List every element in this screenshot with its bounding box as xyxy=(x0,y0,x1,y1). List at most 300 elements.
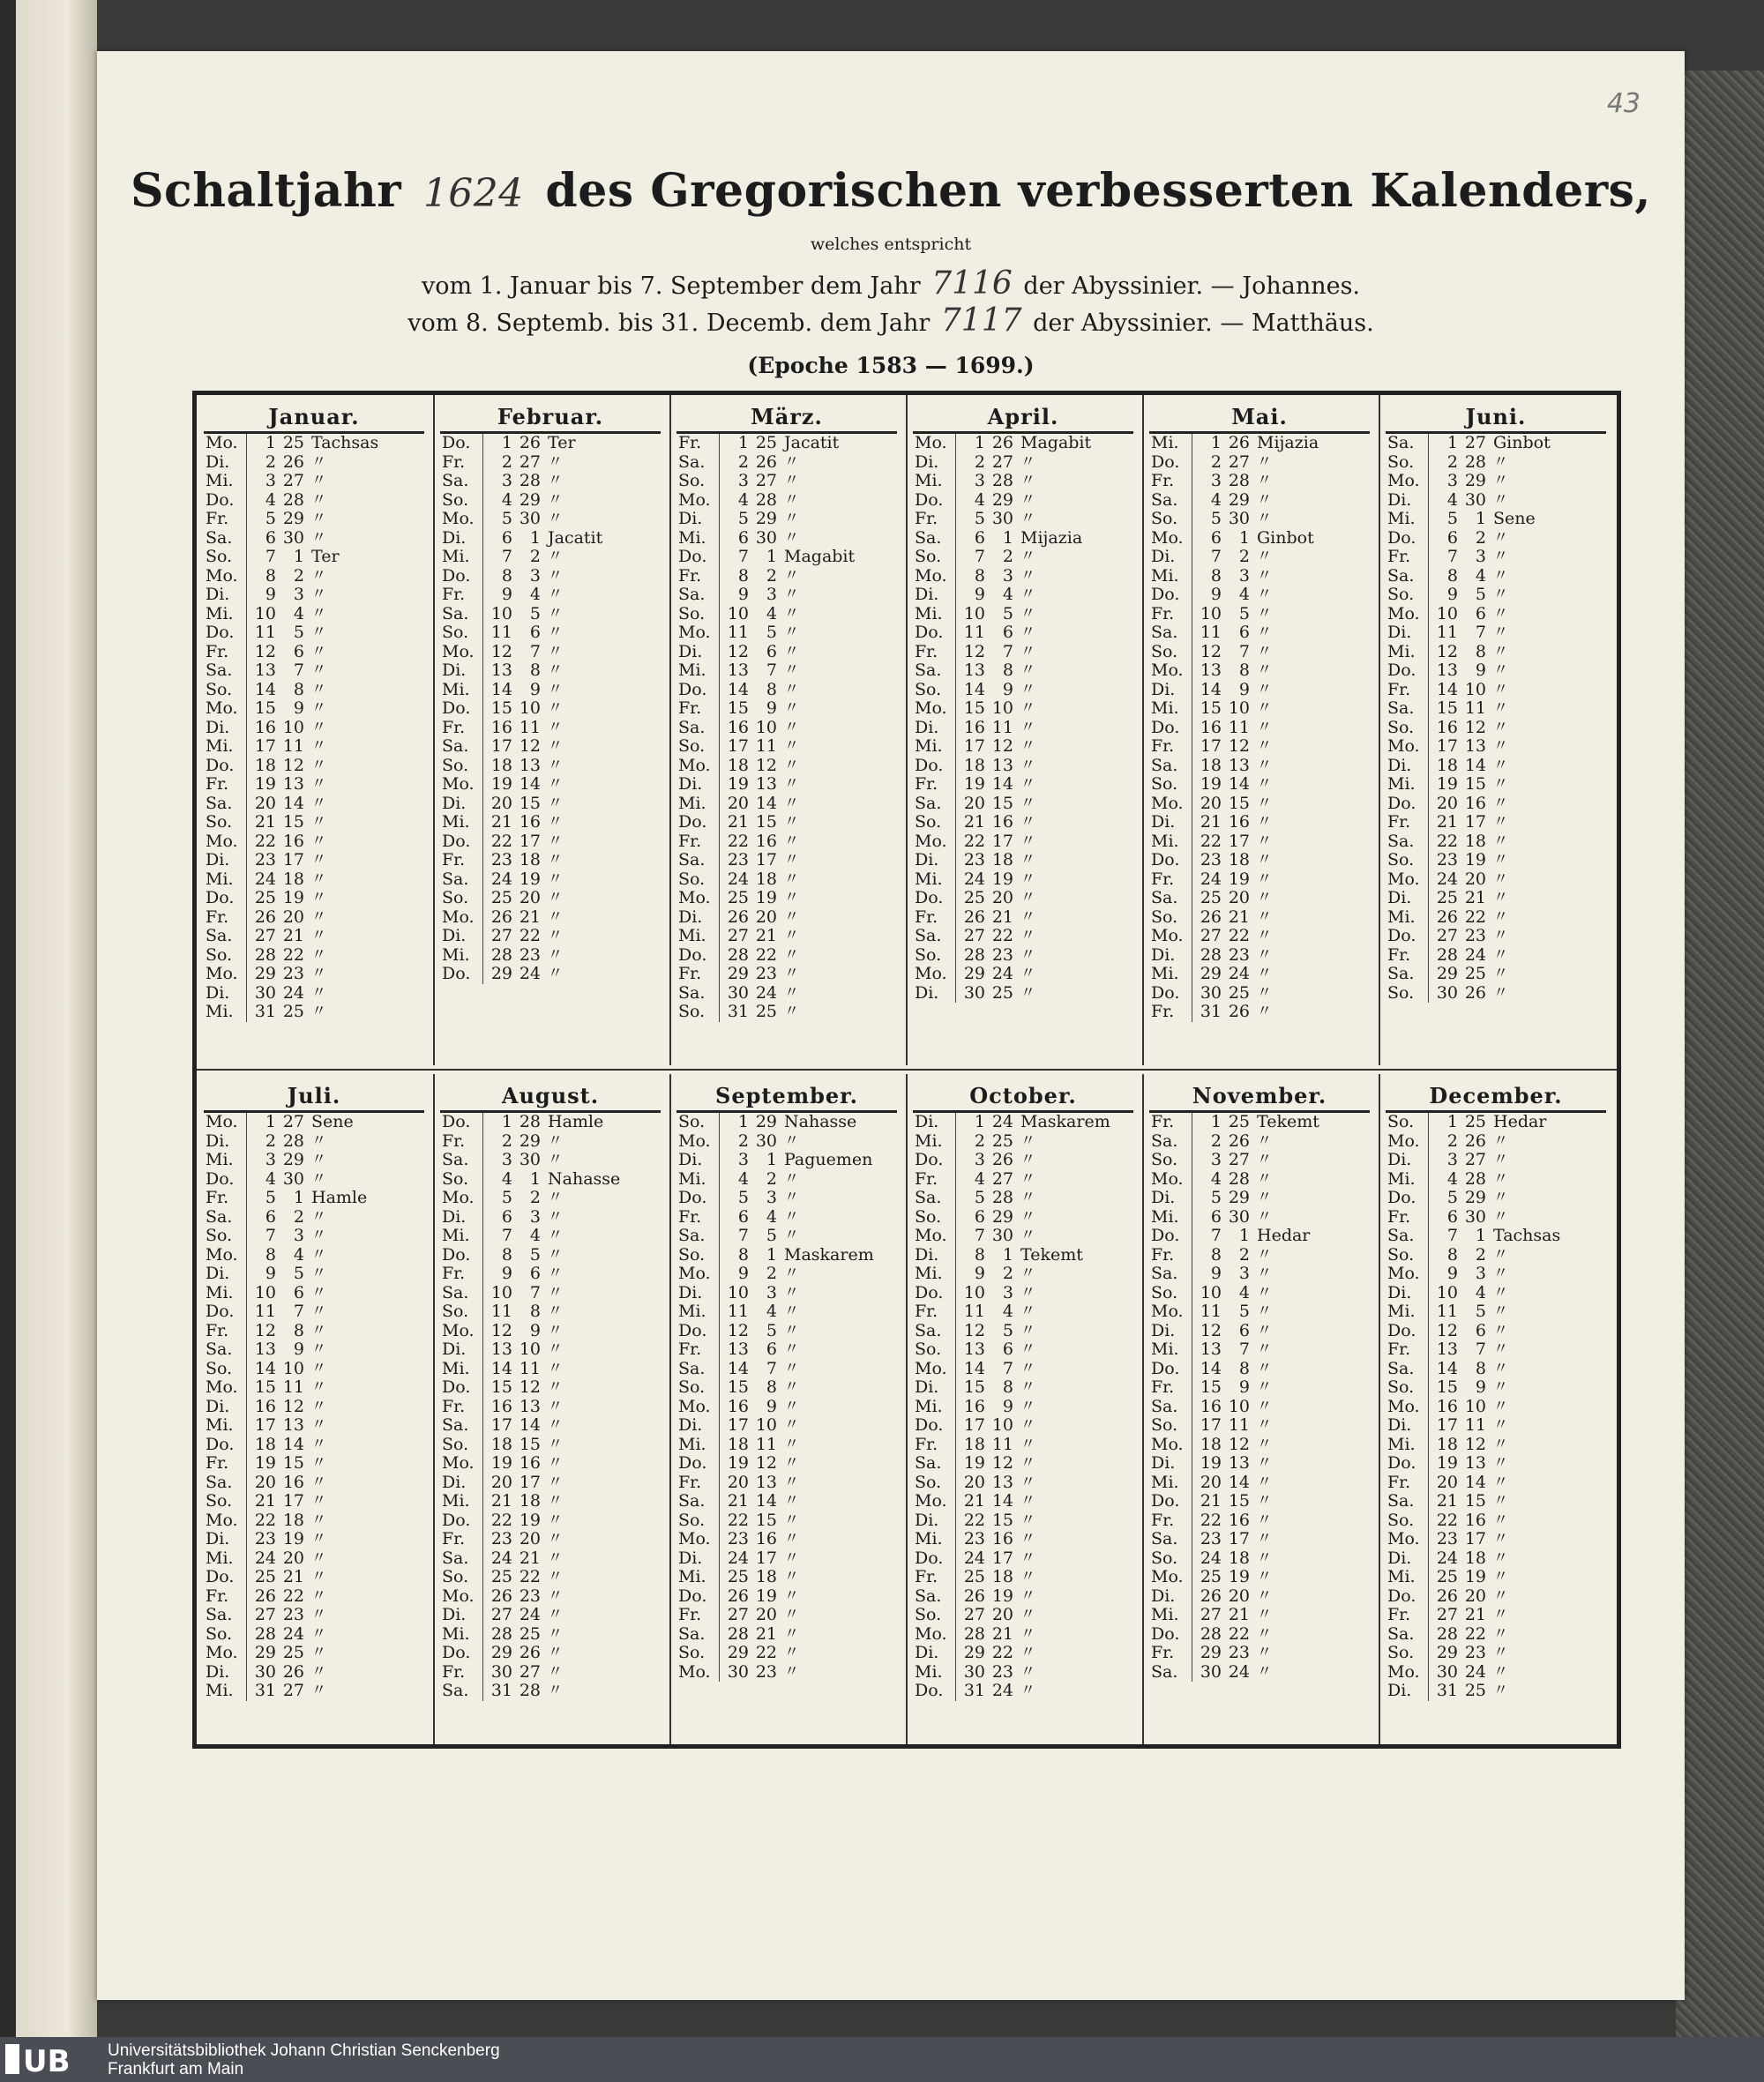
ditto-mark: 〃 xyxy=(311,965,326,982)
gregorian-day: 8 xyxy=(1210,565,1222,586)
ethiopic-day: 1 xyxy=(529,1168,541,1189)
ethiopic-day: 3 xyxy=(1002,565,1013,586)
ditto-mark: 〃 xyxy=(784,983,799,1002)
weekday: Mo. xyxy=(206,1510,238,1530)
gregorian-day: 28 xyxy=(1436,944,1458,965)
gregorian-day: 7 xyxy=(737,1226,749,1245)
ethiopic-day: 2 xyxy=(529,547,541,566)
gregorian-day: 17 xyxy=(963,736,985,756)
weekday: Mi. xyxy=(206,1681,234,1700)
ditto-mark: 〃 xyxy=(1493,1265,1508,1282)
day-row xyxy=(437,1416,664,1436)
day-row xyxy=(437,453,664,473)
day-row xyxy=(1382,1189,1610,1208)
gregorian-day: 26 xyxy=(254,1586,276,1606)
ethiopic-day: 14 xyxy=(991,774,1013,794)
gregorian-day: 2 xyxy=(1210,451,1222,472)
gregorian-day: 21 xyxy=(254,812,276,832)
day-row xyxy=(437,1302,664,1322)
gregorian-day: 1 xyxy=(265,433,276,452)
day-row xyxy=(673,775,901,795)
ditto-mark: 〃 xyxy=(311,490,326,509)
weekday: Mi. xyxy=(206,1150,234,1169)
ethiopic-day: 5 xyxy=(1002,1320,1013,1340)
day-row xyxy=(1382,1625,1610,1645)
gregorian-day: 24 xyxy=(727,1548,749,1568)
ditto-mark: 〃 xyxy=(784,1624,799,1643)
gregorian-day: 1 xyxy=(737,433,749,452)
ethiopic-day: 5 xyxy=(293,623,304,642)
ditto-mark: 〃 xyxy=(1257,699,1272,717)
ethiopic-day: 25 xyxy=(282,1002,304,1021)
gregorian-day: 11 xyxy=(963,623,985,642)
weekday: Di. xyxy=(442,1605,467,1624)
day-row xyxy=(909,1682,1137,1701)
ethiopic-day: 23 xyxy=(1464,926,1486,945)
weekday: So. xyxy=(206,812,233,832)
day-row xyxy=(200,795,428,814)
month-6 xyxy=(1382,400,1610,1003)
ethiopic-day: 23 xyxy=(1228,1643,1250,1662)
day-row xyxy=(909,453,1137,473)
ditto-mark: 〃 xyxy=(1257,869,1272,888)
gregorian-day: 20 xyxy=(727,793,749,813)
day-row xyxy=(437,1644,664,1663)
gregorian-day: 30 xyxy=(254,982,276,1003)
ethiopic-day: 24 xyxy=(1228,1661,1250,1682)
day-row xyxy=(437,737,664,757)
ethiopic-day: 20 xyxy=(282,907,304,927)
day-row xyxy=(1382,737,1610,757)
day-row xyxy=(437,623,664,643)
gregorian-day: 26 xyxy=(1200,907,1222,927)
ditto-mark: 〃 xyxy=(1493,1302,1508,1320)
gregorian-day: 13 xyxy=(727,1339,749,1359)
gregorian-day: 14 xyxy=(963,679,985,699)
gregorian-day: 18 xyxy=(1436,1434,1458,1454)
weekday: So. xyxy=(1151,774,1178,794)
ditto-mark: 〃 xyxy=(311,661,326,679)
weekday: Di. xyxy=(1151,679,1176,699)
day-row xyxy=(673,1208,901,1228)
weekday: Sa. xyxy=(1151,755,1178,775)
weekday: Sa. xyxy=(1387,565,1415,586)
ditto-mark: 〃 xyxy=(1020,1151,1035,1168)
weekday: Mi. xyxy=(678,1168,706,1189)
ethiopic-day: 15 xyxy=(282,1453,304,1473)
weekday: Mo. xyxy=(915,1226,947,1245)
gregorian-day: 13 xyxy=(1200,660,1222,680)
gregorian-day: 24 xyxy=(1200,1548,1222,1568)
day-row xyxy=(1382,1511,1610,1531)
ditto-mark: 〃 xyxy=(784,794,799,812)
day-row xyxy=(200,1436,428,1455)
calendar-page xyxy=(97,51,1685,2000)
page-number: 43 xyxy=(1606,88,1641,119)
ethiopic-day: 12 xyxy=(755,755,777,775)
day-row xyxy=(1146,529,1373,548)
ditto-mark: 〃 xyxy=(548,1207,563,1226)
gregorian-day: 20 xyxy=(727,1472,749,1492)
day-row xyxy=(1146,1003,1373,1022)
day-row xyxy=(437,681,664,700)
ditto-mark: 〃 xyxy=(784,623,799,641)
weekday: So. xyxy=(1151,641,1178,661)
gregorian-day: 23 xyxy=(963,1529,985,1548)
ethiopic-day: 23 xyxy=(755,964,777,983)
day-row xyxy=(1146,1436,1373,1455)
weekday: Fr. xyxy=(1151,1510,1175,1530)
gregorian-day: 4 xyxy=(265,489,276,510)
weekday: Do. xyxy=(1387,660,1416,680)
day-row xyxy=(1382,1568,1610,1587)
ditto-mark: 〃 xyxy=(1020,907,1035,926)
weekday: Do. xyxy=(1151,585,1180,604)
title-prefix: Schaltjahr xyxy=(131,164,402,218)
ditto-mark: 〃 xyxy=(548,1586,563,1605)
gregorian-day: 27 xyxy=(254,1605,276,1624)
ditto-mark: 〃 xyxy=(1020,869,1035,888)
gregorian-day: 21 xyxy=(254,1491,276,1511)
ethiopic-day: 26 xyxy=(282,451,304,472)
ethiopic-day: 29 xyxy=(755,1112,777,1131)
weekday: Do. xyxy=(206,755,235,775)
ethiopic-day: 27 xyxy=(1228,1150,1250,1169)
ethiopic-day: 18 xyxy=(755,1567,777,1586)
ethiopic-day: 15 xyxy=(1464,774,1486,794)
ethiopic-month-name: Tekemt xyxy=(1257,1112,1319,1131)
ethiopic-day: 14 xyxy=(755,793,777,813)
ditto-mark: 〃 xyxy=(548,1454,563,1472)
day-row xyxy=(200,1284,428,1303)
weekday: So. xyxy=(206,944,233,965)
ditto-mark: 〃 xyxy=(548,945,563,964)
range-line-1-suffix: der Abyssinier. — Johannes. xyxy=(1023,272,1361,300)
ethiopic-day: 6 xyxy=(1002,1339,1013,1359)
ditto-mark: 〃 xyxy=(1257,1530,1272,1548)
weekday: Mo. xyxy=(442,509,475,528)
ditto-mark: 〃 xyxy=(548,1378,563,1396)
day-row xyxy=(1146,1360,1373,1379)
column-divider xyxy=(1379,395,1380,1065)
gregorian-day: 12 xyxy=(963,1320,985,1340)
gregorian-day: 5 xyxy=(501,509,512,528)
weekday: Di. xyxy=(1387,489,1412,510)
ditto-mark: 〃 xyxy=(548,604,563,623)
day-row xyxy=(200,813,428,832)
weekday: Mo. xyxy=(206,1112,238,1131)
weekday: Do. xyxy=(915,1150,944,1169)
ethiopic-day: 11 xyxy=(1228,1415,1250,1435)
weekday: Do. xyxy=(1387,527,1416,548)
ditto-mark: 〃 xyxy=(311,756,326,774)
weekday: Di. xyxy=(915,982,939,1003)
ethiopic-day: 19 xyxy=(519,869,541,889)
weekday: Fr. xyxy=(1387,1472,1411,1492)
weekday: Mi. xyxy=(1387,641,1416,661)
ditto-mark: 〃 xyxy=(1257,1151,1272,1168)
gregorian-day: 16 xyxy=(490,1396,512,1416)
footer-line-1: Universitätsbibliothek Johann Christian Senckenberg xyxy=(108,2041,500,2060)
weekday: Mi. xyxy=(1387,1168,1416,1189)
weekday: Fr. xyxy=(1387,547,1411,566)
ditto-mark: 〃 xyxy=(311,1435,326,1453)
weekday: Mi. xyxy=(1387,509,1416,528)
ditto-mark: 〃 xyxy=(1493,1682,1508,1699)
ethiopic-day: 19 xyxy=(1464,850,1486,869)
gregorian-day: 6 xyxy=(265,527,276,548)
weekday: Do. xyxy=(915,1548,944,1568)
ethiopic-day: 8 xyxy=(529,660,541,680)
ditto-mark: 〃 xyxy=(548,1416,563,1434)
ethiopic-day: 18 xyxy=(1228,850,1250,869)
weekday: Mi. xyxy=(442,1491,470,1511)
ditto-mark: 〃 xyxy=(784,1283,799,1302)
ethiopic-day: 17 xyxy=(991,1548,1013,1568)
gregorian-day: 3 xyxy=(974,1150,985,1169)
weekday: Di. xyxy=(1387,755,1412,775)
ditto-mark: 〃 xyxy=(1493,1169,1508,1188)
weekday: Mi. xyxy=(442,679,470,699)
ditto-mark: 〃 xyxy=(1020,756,1035,774)
gregorian-day: 11 xyxy=(727,1302,749,1321)
month-name: Mai. xyxy=(1149,400,1370,434)
ethiopic-day: 26 xyxy=(755,451,777,472)
ditto-mark: 〃 xyxy=(548,907,563,926)
ethiopic-day: 21 xyxy=(1464,888,1486,907)
gregorian-day: 3 xyxy=(501,471,512,490)
ethiopic-day: 1 xyxy=(1238,1226,1250,1245)
weekday: Mi. xyxy=(206,1415,234,1435)
ditto-mark: 〃 xyxy=(311,566,326,585)
ditto-mark: 〃 xyxy=(1020,1283,1035,1302)
day-row xyxy=(909,1322,1137,1341)
weekday: Do. xyxy=(442,433,471,452)
ditto-mark: 〃 xyxy=(1020,586,1035,603)
ditto-mark: 〃 xyxy=(1493,1378,1508,1396)
ethiopic-day: 13 xyxy=(282,1415,304,1435)
day-row xyxy=(673,946,901,966)
weekday: Di. xyxy=(206,717,230,737)
gregorian-day: 10 xyxy=(254,1282,276,1302)
weekday: Do. xyxy=(442,1244,471,1265)
ethiopic-day: 9 xyxy=(529,679,541,699)
ditto-mark: 〃 xyxy=(1020,1227,1035,1244)
ethiopic-day: 4 xyxy=(293,603,304,623)
ethiopic-day: 18 xyxy=(282,869,304,889)
gregorian-day: 10 xyxy=(727,603,749,623)
weekday: Mo. xyxy=(1151,1302,1184,1321)
weekday: Di. xyxy=(206,982,230,1003)
gregorian-day: 19 xyxy=(1200,774,1222,794)
ditto-mark: 〃 xyxy=(311,869,326,888)
ethiopic-day: 21 xyxy=(755,1623,777,1644)
ditto-mark: 〃 xyxy=(311,1644,326,1661)
range-line-1-year: 7116 xyxy=(931,265,1013,302)
weekday: Di. xyxy=(915,1377,939,1397)
ditto-mark: 〃 xyxy=(784,945,799,964)
day-row xyxy=(909,1492,1137,1511)
ditto-mark: 〃 xyxy=(311,586,326,603)
ethiopic-day: 9 xyxy=(1475,1377,1486,1397)
weekday: Fr. xyxy=(1151,471,1175,490)
gregorian-day: 24 xyxy=(1436,869,1458,889)
ethiopic-day: 23 xyxy=(282,1605,304,1624)
weekday: Di. xyxy=(678,1282,703,1302)
ditto-mark: 〃 xyxy=(784,718,799,736)
ethiopic-day: 24 xyxy=(1464,1661,1486,1682)
ethiopic-day: 13 xyxy=(1464,1453,1486,1473)
weekday: Di. xyxy=(1151,1320,1176,1340)
ethiopic-day: 13 xyxy=(755,774,777,794)
day-row xyxy=(200,1322,428,1341)
weekday: So. xyxy=(442,1168,469,1189)
gregorian-day: 31 xyxy=(963,1681,985,1700)
day-row xyxy=(673,699,901,719)
weekday: Do. xyxy=(678,1320,707,1340)
gregorian-day: 17 xyxy=(963,1415,985,1435)
day-row xyxy=(200,567,428,586)
ditto-mark: 〃 xyxy=(1257,548,1272,565)
gregorian-day: 21 xyxy=(1436,812,1458,832)
gregorian-day: 11 xyxy=(254,1302,276,1321)
gregorian-day: 21 xyxy=(963,812,985,832)
ethiopic-day: 17 xyxy=(282,1491,304,1511)
weekday: Di. xyxy=(1151,812,1176,832)
day-row xyxy=(1382,529,1610,548)
weekday: Di. xyxy=(1151,547,1176,566)
weekday: So. xyxy=(1151,1150,1178,1169)
day-row xyxy=(1382,1398,1610,1417)
ditto-mark: 〃 xyxy=(311,1227,326,1244)
day-row xyxy=(1146,1606,1373,1625)
ethiopic-day: 16 xyxy=(282,831,304,851)
ditto-mark: 〃 xyxy=(548,680,563,698)
ditto-mark: 〃 xyxy=(1257,680,1272,698)
ethiopic-day: 4 xyxy=(766,1302,777,1321)
weekday: Fr. xyxy=(1151,1002,1175,1021)
month-name: April. xyxy=(913,400,1133,434)
weekday: Mi. xyxy=(442,1623,470,1644)
weekday: Sa. xyxy=(442,1681,469,1700)
weekday: Sa. xyxy=(678,982,706,1003)
ditto-mark: 〃 xyxy=(548,1340,563,1358)
ditto-mark: 〃 xyxy=(1020,1416,1035,1434)
ditto-mark: 〃 xyxy=(548,623,563,641)
gregorian-day: 16 xyxy=(727,717,749,737)
day-row xyxy=(673,870,901,890)
day-row xyxy=(673,1246,901,1265)
day-row xyxy=(437,1113,664,1132)
ethiopic-day: 4 xyxy=(766,1206,777,1227)
weekday: Do. xyxy=(915,1282,944,1302)
gregorian-day: 19 xyxy=(963,774,985,794)
ditto-mark: 〃 xyxy=(311,623,326,641)
ethiopic-day: 19 xyxy=(282,888,304,907)
gregorian-day: 19 xyxy=(727,1453,749,1473)
ditto-mark: 〃 xyxy=(1020,1169,1035,1188)
weekday: Mo. xyxy=(206,1377,238,1397)
gregorian-day: 11 xyxy=(490,1302,512,1321)
ethiopic-day: 6 xyxy=(1475,1320,1486,1340)
weekday: Di. xyxy=(678,641,703,661)
ditto-mark: 〃 xyxy=(1257,1378,1272,1396)
ethiopic-day: 6 xyxy=(293,641,304,661)
weekday: Fr. xyxy=(442,717,466,737)
ethiopic-day: 8 xyxy=(1475,1358,1486,1378)
weekday: So. xyxy=(1387,982,1415,1003)
gregorian-day: 5 xyxy=(1446,509,1458,528)
ethiopic-day: 10 xyxy=(755,717,777,737)
weekday: Do. xyxy=(442,1510,471,1530)
gregorian-day: 9 xyxy=(265,1264,276,1283)
ditto-mark: 〃 xyxy=(1493,794,1508,812)
ethiopic-day: 14 xyxy=(282,793,304,813)
weekday: Sa. xyxy=(1151,1661,1178,1682)
day-row xyxy=(200,1549,428,1569)
gregorian-day: 30 xyxy=(727,1661,749,1682)
ethiopic-day: 9 xyxy=(766,1396,777,1416)
column-divider xyxy=(1142,1074,1144,1744)
weekday: So. xyxy=(678,1244,706,1265)
day-row xyxy=(909,1474,1137,1493)
day-row xyxy=(437,908,664,928)
day-row xyxy=(673,1663,901,1683)
gregorian-day: 14 xyxy=(254,1358,276,1378)
ethiopic-month-name: Sene xyxy=(1493,509,1536,528)
weekday: Fr. xyxy=(1387,812,1411,832)
ditto-mark: 〃 xyxy=(1257,851,1272,869)
ditto-mark: 〃 xyxy=(784,1492,799,1510)
ethiopic-day: 11 xyxy=(755,1434,777,1454)
ethiopic-day: 2 xyxy=(1238,547,1250,566)
ditto-mark: 〃 xyxy=(1257,1283,1272,1302)
gregorian-day: 30 xyxy=(254,1661,276,1682)
gregorian-day: 26 xyxy=(963,1586,985,1606)
gregorian-day: 10 xyxy=(254,603,276,623)
ethiopic-day: 7 xyxy=(1238,1339,1250,1359)
weekday: Fr. xyxy=(678,433,702,452)
ethiopic-day: 27 xyxy=(282,471,304,490)
ditto-mark: 〃 xyxy=(548,699,563,717)
ditto-mark: 〃 xyxy=(784,661,799,679)
gregorian-day: 25 xyxy=(1200,1567,1222,1586)
ethiopic-day: 20 xyxy=(1228,1586,1250,1606)
weekday: Mo. xyxy=(1387,736,1420,756)
weekday: Do. xyxy=(206,1168,235,1189)
ethiopic-day: 18 xyxy=(755,869,777,889)
day-row xyxy=(1146,1113,1373,1132)
ethiopic-month-name: Tekemt xyxy=(1020,1244,1083,1265)
ethiopic-day: 22 xyxy=(282,1586,304,1606)
ethiopic-day: 30 xyxy=(519,509,541,528)
ditto-mark: 〃 xyxy=(1493,699,1508,717)
weekday: Mo. xyxy=(442,774,475,794)
ethiopic-day: 4 xyxy=(1475,565,1486,586)
day-row xyxy=(1382,1132,1610,1152)
day-row xyxy=(200,1606,428,1625)
gregorian-day: 14 xyxy=(1200,679,1222,699)
ethiopic-day: 25 xyxy=(1464,964,1486,983)
day-rows xyxy=(437,434,664,984)
ethiopic-day: 2 xyxy=(766,1264,777,1283)
weekday: Mo. xyxy=(915,433,947,452)
ditto-mark: 〃 xyxy=(311,1586,326,1605)
ethiopic-day: 13 xyxy=(991,1472,1013,1492)
day-row xyxy=(909,1606,1137,1625)
weekday: Di. xyxy=(1387,623,1412,642)
ethiopic-day: 27 xyxy=(991,1168,1013,1189)
